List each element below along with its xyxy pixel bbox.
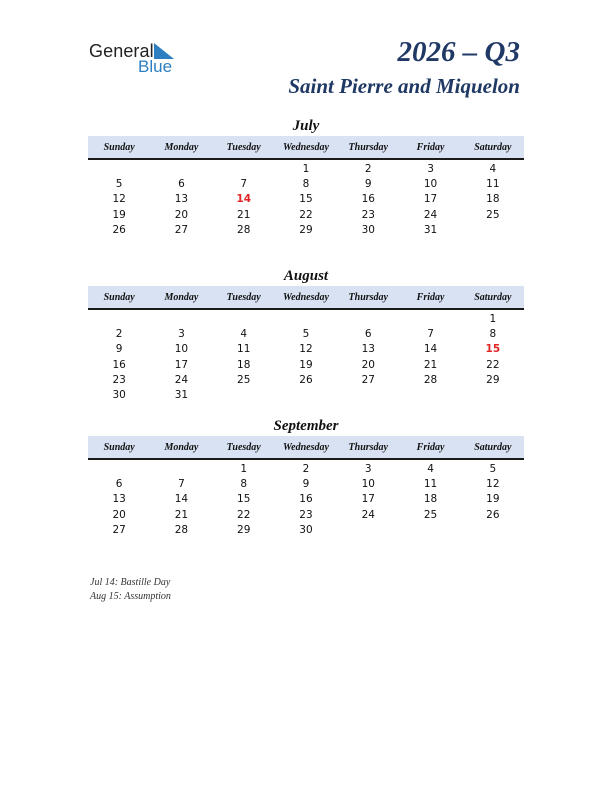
weekday-label: Friday [416, 141, 445, 153]
day-cell [275, 388, 337, 403]
day-cell: 8 [302, 178, 310, 191]
day-cell: 3 [364, 463, 372, 475]
day-cell: 12 [299, 343, 313, 356]
day-cell: 6 [178, 178, 185, 191]
day-cell: 21 [174, 508, 189, 521]
day-cell: 20 [112, 508, 126, 521]
day-cell: 17 [361, 493, 375, 506]
month-grid [88, 460, 524, 538]
day-cell: 5 [489, 463, 497, 475]
week-row [88, 462, 524, 477]
day-cell: 18 [423, 493, 438, 506]
day-cell [88, 462, 150, 477]
weekday-label: Wednesday [283, 141, 329, 153]
weekday-label: Wednesday [283, 291, 329, 303]
day-cell: 14 [174, 493, 189, 506]
day-cell: 11 [486, 178, 500, 191]
logo-text-blue: Blue [138, 57, 173, 76]
day-cell: 11 [423, 478, 438, 491]
day-cell: 26 [112, 223, 126, 236]
day-cell: 19 [112, 208, 126, 221]
day-cell: 15 [237, 493, 251, 506]
month-name: July [292, 118, 320, 134]
day-cell: 18 [237, 358, 251, 371]
day-cell: 20 [174, 208, 189, 221]
day-cell: 17 [174, 358, 189, 371]
day-cell: 23 [361, 208, 375, 221]
day-cell: 10 [174, 343, 189, 356]
day-cell: 10 [361, 478, 375, 491]
day-cell: 25 [423, 508, 438, 521]
day-cell: 3 [427, 163, 434, 175]
day-cell: 19 [299, 358, 313, 371]
week-row [88, 342, 524, 357]
day-cell [399, 523, 461, 538]
day-cell: 20 [361, 358, 375, 371]
day-cell: 28 [237, 223, 251, 236]
day-cell: 1 [489, 313, 497, 325]
day-cell: 5 [115, 178, 123, 191]
week-row [88, 388, 524, 403]
weekday-label: Tuesday [226, 291, 261, 303]
weekday-label: Friday [416, 291, 445, 303]
day-cell [88, 312, 150, 327]
weekday-label: Sunday [103, 291, 135, 303]
holiday-notes [90, 576, 171, 604]
day-cell: 7 [240, 178, 248, 191]
month-july [88, 116, 524, 238]
weekday-header [88, 136, 524, 160]
day-cell: 8 [240, 478, 248, 491]
day-cell: 26 [299, 373, 313, 386]
day-cell: 1 [240, 463, 248, 475]
weekday-label: Tuesday [226, 441, 261, 453]
day-cell: 23 [112, 373, 126, 386]
day-cell: 29 [299, 223, 313, 236]
day-cell: 9 [115, 343, 123, 356]
day-cell: 14 [236, 193, 252, 206]
day-cell [150, 462, 212, 477]
day-cell: 4 [489, 163, 497, 175]
holiday-note: Jul 14: Bastille Day [90, 577, 171, 588]
day-cell [213, 162, 275, 177]
generalblue-logo [89, 41, 189, 77]
week-row [88, 508, 524, 523]
day-cell: 22 [486, 358, 500, 371]
day-cell [399, 388, 461, 403]
day-cell: 13 [112, 493, 126, 506]
day-cell [462, 223, 524, 238]
day-cell: 3 [178, 328, 185, 341]
day-cell [337, 312, 399, 327]
day-cell: 30 [361, 223, 375, 236]
day-cell: 15 [299, 193, 313, 206]
week-row [88, 162, 524, 177]
day-cell: 31 [174, 388, 189, 401]
month-september [88, 416, 524, 538]
weekday-label: Saturday [474, 291, 512, 303]
weekday-label: Monday [164, 141, 199, 153]
day-cell: 29 [237, 523, 251, 536]
day-cell: 28 [174, 523, 189, 536]
week-row [88, 177, 524, 192]
day-cell: 27 [361, 373, 375, 386]
weekday-label: Thursday [348, 441, 388, 453]
day-cell [337, 388, 399, 403]
day-cell: 17 [423, 193, 438, 206]
day-cell: 21 [237, 208, 251, 221]
day-cell: 27 [174, 223, 189, 236]
day-cell: 9 [302, 478, 310, 491]
week-row [88, 523, 524, 538]
month-august [88, 266, 524, 403]
weekday-label: Thursday [348, 141, 388, 153]
day-cell [399, 312, 461, 327]
month-name: August [283, 268, 329, 284]
day-cell: 16 [112, 358, 126, 371]
weekday-label: Saturday [474, 141, 512, 153]
region-title: Saint Pierre and Miquelon [288, 74, 520, 98]
day-cell: 16 [361, 193, 375, 206]
day-cell [213, 312, 275, 327]
weekday-label: Saturday [474, 441, 512, 453]
day-cell: 9 [364, 178, 372, 191]
week-row [88, 327, 524, 342]
day-cell: 26 [486, 508, 500, 521]
day-cell: 16 [299, 493, 313, 506]
weekday-label: Sunday [103, 441, 135, 453]
day-cell: 18 [486, 193, 500, 206]
day-cell: 8 [489, 328, 497, 341]
weekday-label: Monday [164, 291, 199, 303]
holiday-note: Aug 15: Assumption [90, 591, 171, 602]
day-cell: 12 [486, 478, 500, 491]
week-row [88, 373, 524, 388]
day-cell: 2 [115, 328, 123, 341]
day-cell [150, 162, 212, 177]
day-cell: 21 [423, 358, 438, 371]
day-cell: 30 [299, 523, 313, 536]
day-cell: 12 [112, 193, 126, 206]
day-cell: 24 [423, 208, 438, 221]
day-cell: 25 [237, 373, 251, 386]
day-cell: 10 [423, 178, 438, 191]
day-cell: 6 [115, 478, 123, 491]
day-cell: 31 [423, 223, 438, 236]
logo-text-general: General [89, 41, 154, 61]
day-cell: 15 [485, 343, 501, 356]
week-row [88, 192, 524, 207]
day-cell [150, 312, 212, 327]
day-cell: 4 [240, 328, 248, 341]
day-cell: 11 [237, 343, 251, 356]
day-cell: 23 [299, 508, 313, 521]
day-cell: 27 [112, 523, 126, 536]
month-grid [88, 310, 524, 403]
day-cell: 25 [486, 208, 500, 221]
week-row [88, 358, 524, 373]
day-cell [337, 523, 399, 538]
day-cell: 29 [486, 373, 500, 386]
day-cell: 22 [299, 208, 313, 221]
day-cell: 2 [302, 463, 310, 475]
day-cell [462, 523, 524, 538]
day-cell: 24 [174, 373, 189, 386]
day-cell: 24 [361, 508, 375, 521]
day-cell: 13 [361, 343, 375, 356]
day-cell: 5 [302, 328, 310, 341]
weekday-header [88, 436, 524, 460]
quarter-title: 2026 – Q3 [397, 36, 520, 68]
weekday-label: Wednesday [283, 441, 329, 453]
day-cell: 1 [302, 163, 310, 175]
day-cell: 28 [423, 373, 438, 386]
day-cell [275, 312, 337, 327]
day-cell [213, 388, 275, 403]
weekday-label: Thursday [348, 291, 388, 303]
day-cell: 13 [174, 193, 189, 206]
week-row [88, 208, 524, 223]
weekday-label: Tuesday [226, 141, 261, 153]
weekday-label: Monday [164, 441, 199, 453]
week-row [88, 477, 524, 492]
day-cell: 7 [427, 328, 434, 341]
month-name: September [273, 418, 339, 434]
day-cell: 7 [178, 478, 185, 491]
day-cell: 22 [237, 508, 251, 521]
week-row [88, 492, 524, 507]
weekday-header [88, 286, 524, 310]
day-cell [462, 388, 524, 403]
day-cell: 30 [112, 388, 126, 401]
weekday-label: Friday [416, 441, 445, 453]
day-cell: 19 [486, 493, 500, 506]
day-cell: 14 [423, 343, 438, 356]
month-grid [88, 160, 524, 238]
day-cell: 6 [364, 328, 372, 341]
day-cell: 4 [427, 463, 434, 475]
weekday-label: Sunday [103, 141, 135, 153]
week-row [88, 223, 524, 238]
day-cell [88, 162, 150, 177]
day-cell: 2 [364, 163, 372, 175]
week-row [88, 312, 524, 327]
